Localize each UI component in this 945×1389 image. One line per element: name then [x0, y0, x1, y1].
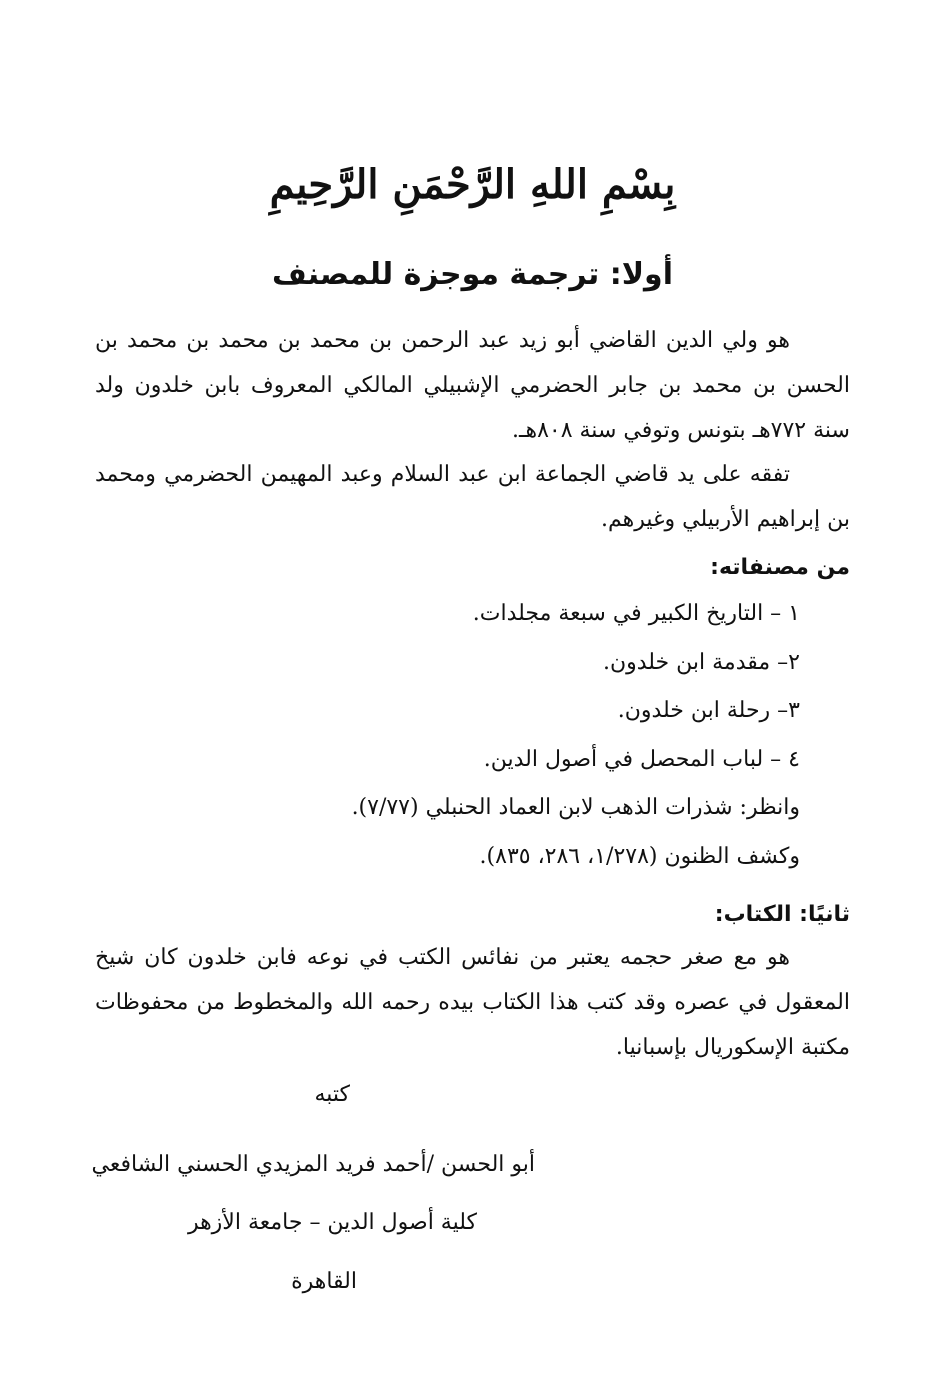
basmala-heading: بِسْمِ اللهِ الرَّحْمَنِ الرَّحِيمِ	[269, 161, 676, 208]
author-city: القاهرة	[291, 1269, 357, 1294]
list-item: ٢– مقدمة ابن خلدون.	[602, 649, 800, 675]
list-item: وانظر: شذرات الذهب لابن العماد الحنبلي (٧/٧٧).	[351, 795, 800, 820]
book-heading: ثانيًا: الكتاب:	[714, 902, 850, 927]
works-heading: من مصنفاته:	[710, 555, 850, 580]
works-list	[95, 590, 800, 881]
list-item: ١ – التاريخ الكبير في سبعة مجلدات.	[472, 601, 800, 626]
list-item: وكشف الظنون (١/٢٧٨، ٢٨٦، ٨٣٥).	[479, 843, 800, 869]
book-paragraph: هو مع صغر حجمه يعتبر من نفائس الكتب في نوعه فابن خلدون كان شيخ المعقول في عصره وقد كتب هذا الكتاب بيده رحمه الله والمخطوط من محفوظات مكتبة الإسكوريال بإسبانيا.	[95, 945, 850, 1060]
author-name: أبو الحسن /أحمد فريد المزيدي الحسني الشافعي	[91, 1152, 535, 1177]
biography-paragraph-2: تفقه على يد قاضي الجماعة ابن عبد السلام وعبد المهيمن الحضرمي ومحمد بن إبراهيم الأربيلي وغيرهم.	[95, 462, 850, 532]
list-item: ٣– رحلة ابن خلدون.	[617, 698, 800, 723]
biography-paragraph-1: هو ولي الدين القاضي أبو زيد عبد الرحمن بن محمد بن محمد بن محمد بن الحسن بن محمد بن جابر الحضرمي الإشبيلي المالكي المعروف بابن خلدون ولد سنة ٧٧٢هـ بتونس وتوفي سنة ٨٠٨هـ.	[95, 328, 850, 443]
list-item: ٤ – لباب المحصل في أصول الدين.	[483, 746, 800, 772]
section-title-biography: أولا: ترجمة موجزة للمصنف	[272, 257, 673, 292]
author-affiliation: كلية أصول الدين – جامعة الأزهر	[187, 1210, 477, 1235]
wrote-label: كتبه	[314, 1082, 350, 1107]
